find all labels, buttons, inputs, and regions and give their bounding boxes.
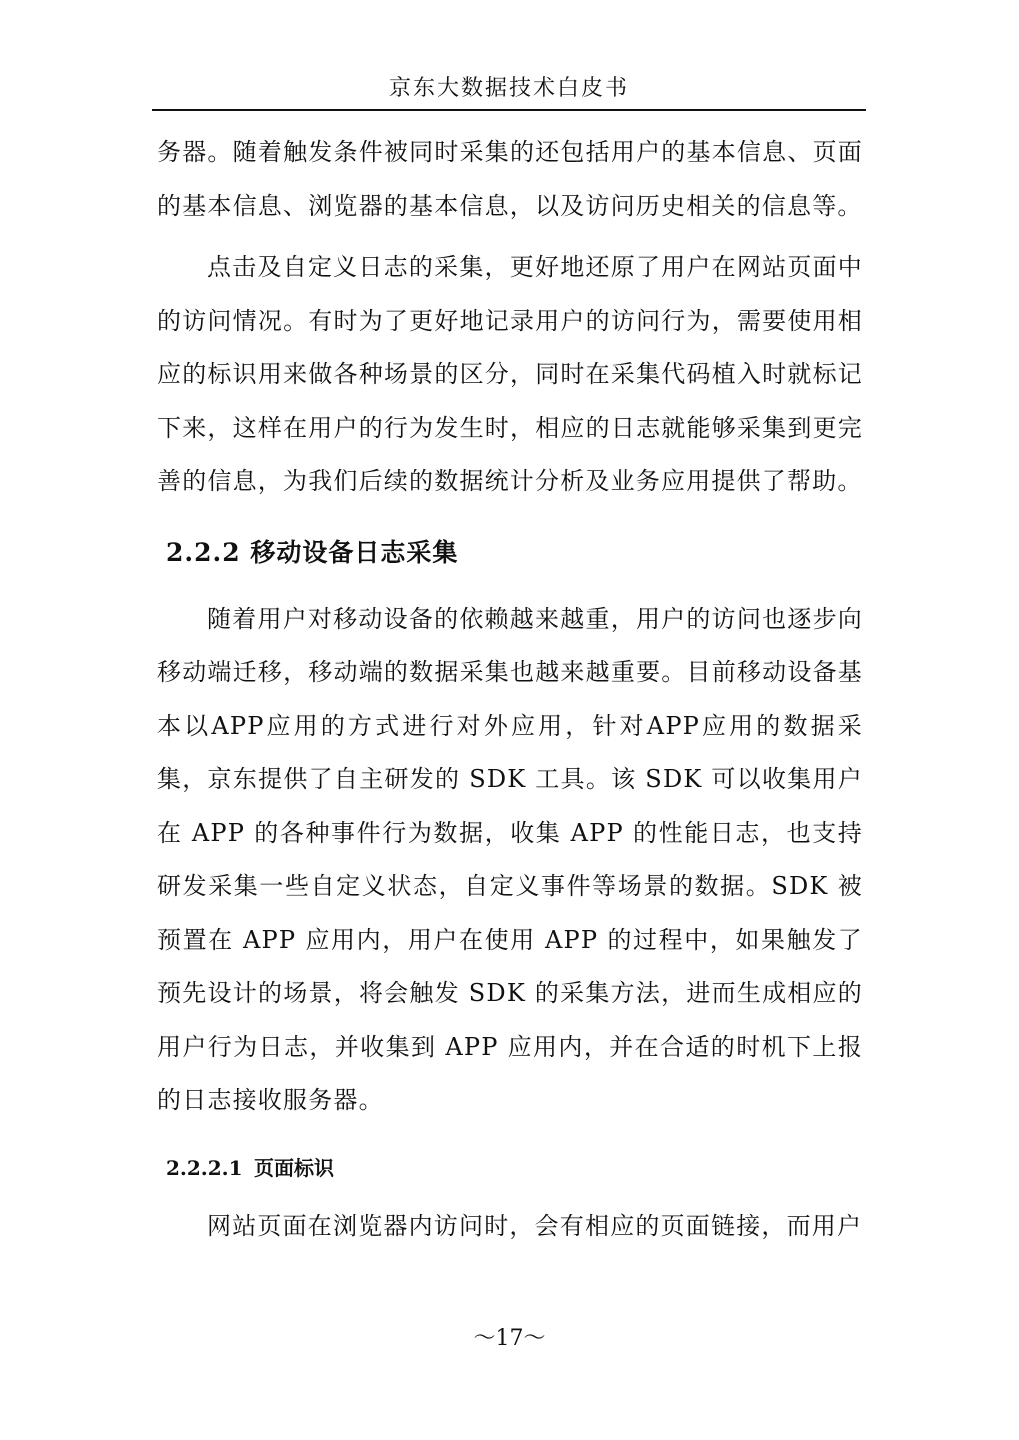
running-header: 京东大数据技术白皮书 [388,76,629,101]
header-divider [152,109,866,111]
section-number: 2.2.2 [166,537,241,567]
section-heading-2-2-2-1 [166,1136,863,1200]
page-body [157,126,863,1253]
heading-gap [157,585,863,593]
paragraph-click-custom-log: 点击及自定义日志的采集，更好地还原了用户在网站页面中的访问情况。有时为了更好地记录用户的访问行为，需要使用相应的标识用来做各种场景的区分，同时在采集代码植入时就标记下来，这样在用户的行为发生时，相应的日志就能够采集到更完善的信息，为我们后续的数据统计分析及业务应用提供了帮助。 [157,253,863,495]
subsection-number: 2.2.2.1 [166,1155,243,1180]
paragraph-page-identifier: 网站页面在浏览器内访问时，会有相应的页面链接，而用户 [207,1211,863,1240]
paragraph-continued: 务器。随着触发条件被同时采集的还包括用户的基本信息、页面的基本信息、浏览器的基本信息，以及访问历史相关的信息等。 [157,138,863,220]
paragraph-gap [157,233,863,241]
section-heading-2-2-2 [166,521,863,585]
page-number: ～17～ [473,1326,546,1351]
section-title: 移动设备日志采集 [250,537,459,567]
subsection-title: 页面标识 [254,1155,334,1180]
paragraph-mobile-collection: 随着用户对移动设备的依赖越来越重，用户的访问也逐步向移动端迁移，移动端的数据采集也越来越重要。目前移动设备基本以APP应用的方式进行对外应用，针对APP应用的数据采集，京东提供了自主研发的 SDK 工具。该 SDK 可以收集用户在 APP 的各种事件行为数据，收集 APP 的性能日志，也支持研发采集一些自定义状态，自定义事件等场景的数据。SDK 被预置在 APP 应用内，用户在使用 APP 的过程中，如果触发了预先设计的场景，将会触发 SDK 的采集方法，进而生成相应的用户行为日志，并收集到 APP 应用内，并在合适的时机下上报的日志接收服务器。 [157,604,863,1114]
